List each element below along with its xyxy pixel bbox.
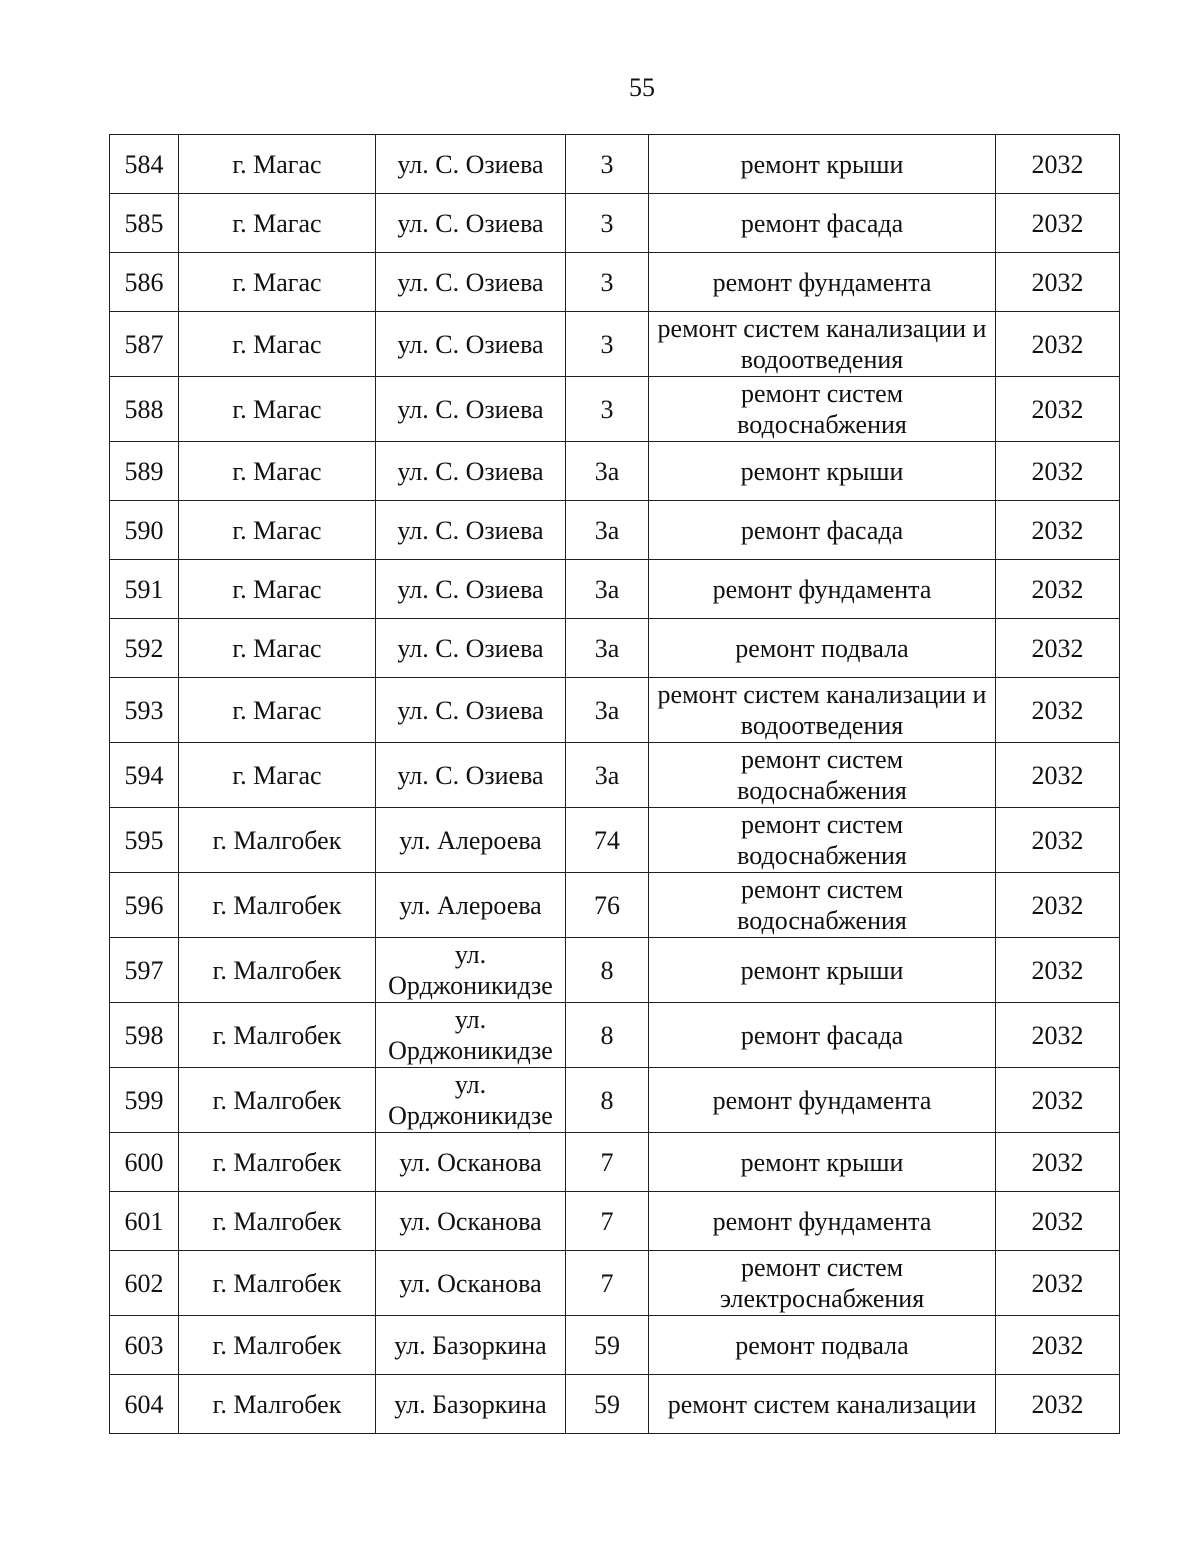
year-cell: 2032 bbox=[996, 312, 1120, 377]
row-number-cell: 595 bbox=[110, 808, 179, 873]
page-number: 55 bbox=[629, 73, 655, 102]
work-type-cell: ремонт систем канализации bbox=[649, 1375, 996, 1434]
table-row bbox=[110, 938, 1120, 1003]
work-type-cell: ремонт фундамента bbox=[649, 1192, 996, 1251]
year-cell: 2032 bbox=[996, 1316, 1120, 1375]
house-number-cell: 59 bbox=[566, 1316, 649, 1375]
city-cell: г. Малгобек bbox=[179, 1068, 376, 1133]
table-row bbox=[110, 1316, 1120, 1375]
row-number-cell: 601 bbox=[110, 1192, 179, 1251]
city-cell: г. Магас bbox=[179, 501, 376, 560]
work-type-cell: ремонт подвала bbox=[649, 1316, 996, 1375]
work-type-cell: ремонт систем канализации и водоотведения bbox=[649, 312, 996, 377]
table-row bbox=[110, 1068, 1120, 1133]
street-cell: ул. Осканова bbox=[376, 1133, 566, 1192]
table-row bbox=[110, 501, 1120, 560]
row-number-cell: 591 bbox=[110, 560, 179, 619]
year-cell: 2032 bbox=[996, 808, 1120, 873]
year-cell: 2032 bbox=[996, 1192, 1120, 1251]
table-row bbox=[110, 678, 1120, 743]
street-cell: ул. С. Озиева bbox=[376, 442, 566, 501]
house-number-cell: 7 bbox=[566, 1192, 649, 1251]
year-cell: 2032 bbox=[996, 194, 1120, 253]
house-number-cell: 7 bbox=[566, 1251, 649, 1316]
house-number-cell: 3а bbox=[566, 619, 649, 678]
street-cell: ул. Базоркина bbox=[376, 1316, 566, 1375]
table-row bbox=[110, 377, 1120, 442]
table-row bbox=[110, 253, 1120, 312]
repair-schedule-table bbox=[109, 134, 1120, 1434]
row-number-cell: 594 bbox=[110, 743, 179, 808]
row-number-cell: 603 bbox=[110, 1316, 179, 1375]
work-type-cell: ремонт систем водоснабжения bbox=[649, 743, 996, 808]
table-row bbox=[110, 1251, 1120, 1316]
row-number-cell: 604 bbox=[110, 1375, 179, 1434]
house-number-cell: 7 bbox=[566, 1133, 649, 1192]
house-number-cell: 8 bbox=[566, 1003, 649, 1068]
street-cell: ул. Алероева bbox=[376, 873, 566, 938]
house-number-cell: 3а bbox=[566, 442, 649, 501]
year-cell: 2032 bbox=[996, 1375, 1120, 1434]
work-type-cell: ремонт систем водоснабжения bbox=[649, 808, 996, 873]
house-number-cell: 8 bbox=[566, 938, 649, 1003]
city-cell: г. Магас bbox=[179, 743, 376, 808]
year-cell: 2032 bbox=[996, 678, 1120, 743]
year-cell: 2032 bbox=[996, 253, 1120, 312]
row-number-cell: 584 bbox=[110, 135, 179, 194]
row-number-cell: 599 bbox=[110, 1068, 179, 1133]
table-row bbox=[110, 619, 1120, 678]
street-cell: ул. С. Озиева bbox=[376, 501, 566, 560]
year-cell: 2032 bbox=[996, 1133, 1120, 1192]
row-number-cell: 590 bbox=[110, 501, 179, 560]
table-row bbox=[110, 194, 1120, 253]
house-number-cell: 3 bbox=[566, 377, 649, 442]
city-cell: г. Малгобек bbox=[179, 1133, 376, 1192]
street-cell: ул. Алероева bbox=[376, 808, 566, 873]
house-number-cell: 3а bbox=[566, 501, 649, 560]
table-row bbox=[110, 560, 1120, 619]
street-cell: ул. Осканова bbox=[376, 1251, 566, 1316]
work-type-cell: ремонт систем электроснабжения bbox=[649, 1251, 996, 1316]
year-cell: 2032 bbox=[996, 501, 1120, 560]
table-row bbox=[110, 873, 1120, 938]
table-body bbox=[110, 135, 1120, 1434]
house-number-cell: 3а bbox=[566, 678, 649, 743]
year-cell: 2032 bbox=[996, 1068, 1120, 1133]
house-number-cell: 3 bbox=[566, 194, 649, 253]
work-type-cell: ремонт систем водоснабжения bbox=[649, 377, 996, 442]
table-row bbox=[110, 743, 1120, 808]
street-cell: ул. С. Озиева bbox=[376, 194, 566, 253]
year-cell: 2032 bbox=[996, 1003, 1120, 1068]
city-cell: г. Магас bbox=[179, 135, 376, 194]
street-cell: ул. С. Озиева bbox=[376, 743, 566, 808]
city-cell: г. Малгобек bbox=[179, 938, 376, 1003]
house-number-cell: 59 bbox=[566, 1375, 649, 1434]
table-row bbox=[110, 808, 1120, 873]
row-number-cell: 586 bbox=[110, 253, 179, 312]
city-cell: г. Малгобек bbox=[179, 1375, 376, 1434]
city-cell: г. Магас bbox=[179, 560, 376, 619]
year-cell: 2032 bbox=[996, 1251, 1120, 1316]
city-cell: г. Малгобек bbox=[179, 1003, 376, 1068]
work-type-cell: ремонт фундамента bbox=[649, 253, 996, 312]
work-type-cell: ремонт систем канализации и водоотведения bbox=[649, 678, 996, 743]
table-row bbox=[110, 1375, 1120, 1434]
city-cell: г. Малгобек bbox=[179, 1316, 376, 1375]
row-number-cell: 585 bbox=[110, 194, 179, 253]
table-row bbox=[110, 1003, 1120, 1068]
year-cell: 2032 bbox=[996, 938, 1120, 1003]
street-cell: ул. Орджоникидзе bbox=[376, 938, 566, 1003]
street-cell: ул. Орджоникидзе bbox=[376, 1003, 566, 1068]
row-number-cell: 593 bbox=[110, 678, 179, 743]
year-cell: 2032 bbox=[996, 135, 1120, 194]
city-cell: г. Малгобек bbox=[179, 808, 376, 873]
street-cell: ул. С. Озиева bbox=[376, 312, 566, 377]
row-number-cell: 588 bbox=[110, 377, 179, 442]
table-row bbox=[110, 135, 1120, 194]
year-cell: 2032 bbox=[996, 377, 1120, 442]
street-cell: ул. С. Озиева bbox=[376, 135, 566, 194]
work-type-cell: ремонт крыши bbox=[649, 1133, 996, 1192]
street-cell: ул. Базоркина bbox=[376, 1375, 566, 1434]
work-type-cell: ремонт крыши bbox=[649, 135, 996, 194]
house-number-cell: 74 bbox=[566, 808, 649, 873]
work-type-cell: ремонт крыши bbox=[649, 442, 996, 501]
work-type-cell: ремонт фундамента bbox=[649, 560, 996, 619]
city-cell: г. Магас bbox=[179, 194, 376, 253]
street-cell: ул. С. Озиева bbox=[376, 377, 566, 442]
city-cell: г. Малгобек bbox=[179, 1251, 376, 1316]
work-type-cell: ремонт систем водоснабжения bbox=[649, 873, 996, 938]
street-cell: ул. С. Озиева bbox=[376, 253, 566, 312]
table-row bbox=[110, 312, 1120, 377]
street-cell: ул. Орджоникидзе bbox=[376, 1068, 566, 1133]
row-number-cell: 592 bbox=[110, 619, 179, 678]
house-number-cell: 3а bbox=[566, 743, 649, 808]
work-type-cell: ремонт фасада bbox=[649, 1003, 996, 1068]
city-cell: г. Магас bbox=[179, 442, 376, 501]
row-number-cell: 587 bbox=[110, 312, 179, 377]
street-cell: ул. С. Озиева bbox=[376, 619, 566, 678]
work-type-cell: ремонт фасада bbox=[649, 194, 996, 253]
city-cell: г. Магас bbox=[179, 253, 376, 312]
year-cell: 2032 bbox=[996, 743, 1120, 808]
table-row bbox=[110, 442, 1120, 501]
row-number-cell: 597 bbox=[110, 938, 179, 1003]
city-cell: г. Магас bbox=[179, 312, 376, 377]
street-cell: ул. Осканова bbox=[376, 1192, 566, 1251]
city-cell: г. Малгобек bbox=[179, 873, 376, 938]
street-cell: ул. С. Озиева bbox=[376, 560, 566, 619]
house-number-cell: 8 bbox=[566, 1068, 649, 1133]
work-type-cell: ремонт фасада bbox=[649, 501, 996, 560]
street-cell: ул. С. Озиева bbox=[376, 678, 566, 743]
row-number-cell: 602 bbox=[110, 1251, 179, 1316]
house-number-cell: 3а bbox=[566, 560, 649, 619]
year-cell: 2032 bbox=[996, 560, 1120, 619]
year-cell: 2032 bbox=[996, 619, 1120, 678]
house-number-cell: 76 bbox=[566, 873, 649, 938]
table-row bbox=[110, 1192, 1120, 1251]
city-cell: г. Магас bbox=[179, 377, 376, 442]
work-type-cell: ремонт крыши bbox=[649, 938, 996, 1003]
house-number-cell: 3 bbox=[566, 312, 649, 377]
row-number-cell: 589 bbox=[110, 442, 179, 501]
house-number-cell: 3 bbox=[566, 135, 649, 194]
work-type-cell: ремонт фундамента bbox=[649, 1068, 996, 1133]
row-number-cell: 596 bbox=[110, 873, 179, 938]
year-cell: 2032 bbox=[996, 442, 1120, 501]
city-cell: г. Магас bbox=[179, 678, 376, 743]
city-cell: г. Магас bbox=[179, 619, 376, 678]
year-cell: 2032 bbox=[996, 873, 1120, 938]
work-type-cell: ремонт подвала bbox=[649, 619, 996, 678]
house-number-cell: 3 bbox=[566, 253, 649, 312]
row-number-cell: 600 bbox=[110, 1133, 179, 1192]
table-row bbox=[110, 1133, 1120, 1192]
row-number-cell: 598 bbox=[110, 1003, 179, 1068]
city-cell: г. Малгобек bbox=[179, 1192, 376, 1251]
